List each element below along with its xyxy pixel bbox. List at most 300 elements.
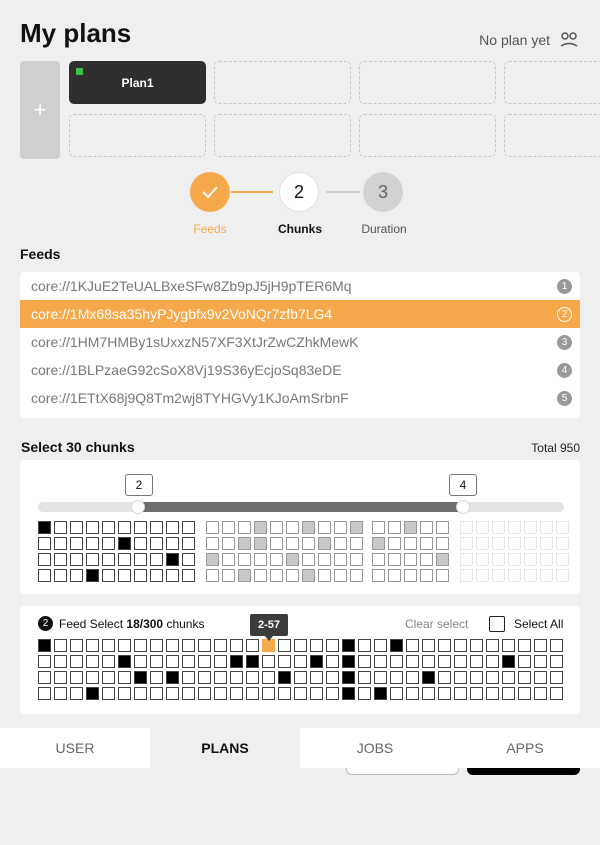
chunk-cell[interactable]: [54, 537, 67, 550]
chunk-cell[interactable]: [422, 639, 435, 652]
chunk-cell[interactable]: [372, 553, 385, 566]
empty-plan-slot[interactable]: [504, 114, 600, 157]
chunk-cell[interactable]: [358, 687, 371, 700]
chunk-cell[interactable]: [540, 569, 553, 582]
chunk-cell[interactable]: [166, 687, 179, 700]
chunk-cell[interactable]: [118, 639, 131, 652]
chunk-cell[interactable]: [310, 687, 323, 700]
chunk-cell[interactable]: [404, 569, 417, 582]
empty-plan-slot[interactable]: [214, 61, 351, 104]
chunk-cell[interactable]: [246, 639, 259, 652]
chunk-cell[interactable]: [134, 671, 147, 684]
chunk-cell[interactable]: [556, 553, 569, 566]
step-chunks[interactable]: 2: [279, 172, 319, 212]
chunk-cell[interactable]: [38, 687, 51, 700]
chunk-cell[interactable]: [318, 521, 331, 534]
chunk-cell[interactable]: [388, 553, 401, 566]
chunk-cell[interactable]: [54, 655, 67, 668]
chunk-cell[interactable]: [118, 655, 131, 668]
chunk-cell[interactable]: [390, 639, 403, 652]
chunk-cell[interactable]: [406, 655, 419, 668]
chunk-cell[interactable]: [70, 553, 83, 566]
chunk-cell[interactable]: [310, 671, 323, 684]
chunk-cell[interactable]: [534, 655, 547, 668]
chunk-cell[interactable]: [270, 553, 283, 566]
chunk-cell[interactable]: [470, 687, 483, 700]
chunk-cell[interactable]: [502, 671, 515, 684]
chunk-cell[interactable]: [238, 537, 251, 550]
step-label-chunks: Chunks: [277, 222, 322, 236]
chunk-cell[interactable]: [540, 521, 553, 534]
chunk-cell[interactable]: [524, 537, 537, 550]
chunk-cell[interactable]: [534, 639, 547, 652]
chunk-cell[interactable]: [318, 569, 331, 582]
chunk-cell[interactable]: [70, 569, 83, 582]
chunk-cell[interactable]: [334, 553, 347, 566]
chunk-cell[interactable]: [278, 639, 291, 652]
chunk-cell[interactable]: [214, 687, 227, 700]
feed-select-prefix: Feed Select: [59, 617, 124, 631]
chunk-cell[interactable]: [540, 553, 553, 566]
empty-plan-slot[interactable]: [214, 114, 351, 157]
chunk-cell[interactable]: [438, 671, 451, 684]
no-plan-indicator: [479, 32, 580, 48]
chunk-cell[interactable]: [262, 671, 275, 684]
empty-plan-slot[interactable]: [504, 61, 600, 104]
chunk-cell[interactable]: [438, 639, 451, 652]
chunk-cell[interactable]: [486, 671, 499, 684]
chunk-cell[interactable]: [238, 569, 251, 582]
chunk-cell[interactable]: [150, 521, 163, 534]
chunk-cell[interactable]: [350, 553, 363, 566]
chunk-cell[interactable]: [294, 655, 307, 668]
chunk-cell[interactable]: [358, 639, 371, 652]
chunk-cell[interactable]: [222, 569, 235, 582]
chunk-cell[interactable]: [302, 521, 315, 534]
chunk-cell[interactable]: [460, 553, 473, 566]
chunk-cell[interactable]: [318, 537, 331, 550]
chunk-cell[interactable]: [524, 569, 537, 582]
chunk-cell[interactable]: [358, 655, 371, 668]
chunk-cell[interactable]: [102, 569, 115, 582]
step-label-feeds: Feeds: [193, 222, 227, 236]
tab-jobs[interactable]: JOBS: [356, 740, 394, 756]
chunk-grid: [38, 521, 195, 582]
feed-item[interactable]: [20, 356, 580, 384]
chunk-cell[interactable]: [182, 671, 195, 684]
chunk-cell[interactable]: [406, 639, 419, 652]
chunk-cell[interactable]: [182, 553, 195, 566]
chunk-cell[interactable]: [102, 671, 115, 684]
chunks-total: Total 950: [531, 441, 580, 455]
tab-apps[interactable]: APPS: [506, 740, 544, 756]
chunk-cell[interactable]: [86, 553, 99, 566]
chunk-cell[interactable]: [222, 537, 235, 550]
chunk-cell[interactable]: [508, 521, 521, 534]
chunk-cell[interactable]: [70, 655, 83, 668]
chunk-cell[interactable]: [508, 553, 521, 566]
feed-item[interactable]: [20, 328, 580, 356]
chunk-cell[interactable]: [270, 537, 283, 550]
chunk-cell[interactable]: [134, 569, 147, 582]
chunk-cell[interactable]: [102, 687, 115, 700]
chunk-cell[interactable]: [294, 671, 307, 684]
chunk-cell[interactable]: [182, 687, 195, 700]
chunk-cell[interactable]: [86, 655, 99, 668]
chunk-cell[interactable]: [406, 671, 419, 684]
chunk-cell[interactable]: [438, 655, 451, 668]
chunk-cell[interactable]: [350, 569, 363, 582]
chunk-cell[interactable]: [374, 639, 387, 652]
chunk-cell[interactable]: [438, 687, 451, 700]
chunk-cell[interactable]: [524, 521, 537, 534]
chunk-cell[interactable]: [222, 521, 235, 534]
chunk-cell[interactable]: [206, 553, 219, 566]
chunk-cell[interactable]: [38, 537, 51, 550]
range-slider-end-thumb[interactable]: [456, 500, 470, 514]
feed-item-selected[interactable]: [20, 300, 580, 328]
chunk-cell[interactable]: [436, 553, 449, 566]
empty-plan-slot[interactable]: [69, 114, 206, 157]
chunk-cell[interactable]: [254, 521, 267, 534]
chunk-cell[interactable]: [166, 569, 179, 582]
chunk-cell[interactable]: [334, 521, 347, 534]
chunk-cell[interactable]: [254, 553, 267, 566]
chunk-cell[interactable]: [556, 537, 569, 550]
chunk-cell[interactable]: [310, 655, 323, 668]
chunk-cell[interactable]: [222, 553, 235, 566]
chunk-cell[interactable]: [86, 671, 99, 684]
chunk-cell[interactable]: [118, 687, 131, 700]
chunk-cell[interactable]: [550, 687, 563, 700]
chunk-cell[interactable]: [388, 521, 401, 534]
chunk-cell[interactable]: [420, 537, 433, 550]
chunk-cell[interactable]: [54, 521, 67, 534]
chunk-cell[interactable]: [550, 655, 563, 668]
chunk-cell[interactable]: [230, 671, 243, 684]
chunk-cell[interactable]: [150, 671, 163, 684]
chunk-cell[interactable]: [182, 655, 195, 668]
chunk-cell[interactable]: [38, 521, 51, 534]
feed-address: core://1KJuE2TeUALBxeSFw8Zb9pJ5jH9pTER6Mq: [31, 278, 352, 294]
chunk-cell[interactable]: [230, 639, 243, 652]
chunk-cell[interactable]: [134, 553, 147, 566]
chunk-cell[interactable]: [302, 537, 315, 550]
chunk-cell[interactable]: [436, 569, 449, 582]
chunk-cell[interactable]: [214, 671, 227, 684]
chunk-cell[interactable]: [422, 655, 435, 668]
chunk-cell[interactable]: [460, 537, 473, 550]
chunk-cell[interactable]: [102, 521, 115, 534]
chunk-cell[interactable]: [454, 639, 467, 652]
chunk-cell[interactable]: [518, 655, 531, 668]
chunk-cell[interactable]: [470, 655, 483, 668]
chunk-cell[interactable]: [310, 639, 323, 652]
chunk-cell[interactable]: [270, 569, 283, 582]
chunk-cell[interactable]: [422, 671, 435, 684]
chunk-cell[interactable]: [502, 655, 515, 668]
clear-select-button[interactable]: Clear select: [405, 617, 469, 631]
chunk-cell[interactable]: [86, 521, 99, 534]
chunk-cell[interactable]: [198, 639, 211, 652]
plan-status-dot: [76, 68, 83, 75]
chunk-cell[interactable]: [404, 521, 417, 534]
chunk-cell[interactable]: [460, 521, 473, 534]
chunk-cell[interactable]: [286, 553, 299, 566]
chunk-cell[interactable]: [388, 569, 401, 582]
chunk-cell[interactable]: [70, 639, 83, 652]
chunk-cell[interactable]: [492, 553, 505, 566]
chunk-cell[interactable]: [262, 655, 275, 668]
chunk-cell[interactable]: [182, 569, 195, 582]
chunk-cell[interactable]: [342, 671, 355, 684]
chunk-cell[interactable]: [134, 655, 147, 668]
chunk-cell[interactable]: [182, 521, 195, 534]
chunk-cell[interactable]: [278, 687, 291, 700]
chunk-cell[interactable]: [390, 671, 403, 684]
chunk-cell[interactable]: [206, 521, 219, 534]
chunk-cell[interactable]: [118, 537, 131, 550]
chunk-cell[interactable]: [150, 687, 163, 700]
chunk-cell[interactable]: [518, 687, 531, 700]
chunk-cell[interactable]: [540, 537, 553, 550]
chunk-cell[interactable]: [54, 553, 67, 566]
chunk-cell[interactable]: [326, 671, 339, 684]
chunk-cell[interactable]: [486, 639, 499, 652]
chunk-cell[interactable]: [492, 521, 505, 534]
chunk-cell[interactable]: [436, 537, 449, 550]
chunk-cell[interactable]: [404, 553, 417, 566]
chunk-cell[interactable]: [198, 671, 211, 684]
chunk-cell[interactable]: [508, 569, 521, 582]
chunk-cell[interactable]: [166, 537, 179, 550]
chunk-cell[interactable]: [38, 569, 51, 582]
chunk-cell[interactable]: [150, 639, 163, 652]
chunk-cell[interactable]: [166, 671, 179, 684]
feed-address: core://1BLPzaeG92cSoX8Vj19S36yEcjoSq83eDE: [31, 362, 342, 378]
chunk-cell[interactable]: [38, 655, 51, 668]
chunk-cell[interactable]: [254, 569, 267, 582]
chunk-cell[interactable]: [102, 639, 115, 652]
chunk-cell[interactable]: [502, 687, 515, 700]
chunk-cell[interactable]: [86, 687, 99, 700]
chunk-cell[interactable]: [70, 687, 83, 700]
chunk-cell[interactable]: [86, 639, 99, 652]
chunk-cell[interactable]: [38, 553, 51, 566]
chunk-cell[interactable]: [246, 671, 259, 684]
chunk-cell[interactable]: [556, 569, 569, 582]
chunk-cell[interactable]: [404, 537, 417, 550]
chunk-cell[interactable]: [230, 687, 243, 700]
chunk-cell[interactable]: [342, 639, 355, 652]
chunk-cell[interactable]: [54, 671, 67, 684]
chunk-cell[interactable]: [270, 521, 283, 534]
chunk-cell[interactable]: [390, 655, 403, 668]
chunk-cell[interactable]: [486, 687, 499, 700]
chunk-cell[interactable]: [294, 639, 307, 652]
chunk-cell[interactable]: [334, 569, 347, 582]
tab-user[interactable]: USER: [55, 740, 95, 756]
chunk-cell[interactable]: [102, 553, 115, 566]
chunk-cell[interactable]: [278, 655, 291, 668]
step-duration[interactable]: 3: [363, 172, 403, 212]
chunk-cell[interactable]: [492, 537, 505, 550]
chunk-cell[interactable]: [470, 639, 483, 652]
chunk-cell[interactable]: [454, 655, 467, 668]
chunk-cell[interactable]: [342, 655, 355, 668]
feed-select-count: 18/300: [126, 617, 164, 631]
feed-item[interactable]: [20, 272, 580, 300]
chunk-cell[interactable]: [326, 687, 339, 700]
empty-plan-slot[interactable]: [359, 61, 496, 104]
chunk-cell[interactable]: [534, 671, 547, 684]
chunk-cell[interactable]: [422, 687, 435, 700]
chunk-cell[interactable]: [150, 569, 163, 582]
chunk-cell[interactable]: [476, 521, 489, 534]
chunk-cell[interactable]: [198, 687, 211, 700]
chunk-cell[interactable]: [436, 521, 449, 534]
chunk-cell[interactable]: [38, 639, 51, 652]
chunk-cell[interactable]: [150, 537, 163, 550]
chunk-cell[interactable]: [238, 553, 251, 566]
add-plan-button[interactable]: +: [20, 61, 60, 159]
chunk-cell[interactable]: [326, 655, 339, 668]
chunk-cell[interactable]: [420, 521, 433, 534]
plan-card-plan1[interactable]: [69, 61, 206, 104]
chunk-cell[interactable]: [214, 655, 227, 668]
chunk-cell[interactable]: [118, 671, 131, 684]
chunk-cell[interactable]: [182, 537, 195, 550]
chunk-cell[interactable]: [492, 569, 505, 582]
chunk-cell[interactable]: [420, 569, 433, 582]
chunk-cell[interactable]: [70, 537, 83, 550]
chunk-cell[interactable]: [54, 687, 67, 700]
chunk-cell[interactable]: [302, 569, 315, 582]
chunk-cell[interactable]: [102, 537, 115, 550]
chunk-cell[interactable]: [372, 537, 385, 550]
chunk-cell[interactable]: [534, 687, 547, 700]
chunk-grid: [372, 521, 449, 582]
chunk-cell[interactable]: [166, 553, 179, 566]
chunk-cell[interactable]: [374, 671, 387, 684]
chunk-cell[interactable]: [420, 553, 433, 566]
chunk-cell[interactable]: [342, 687, 355, 700]
chunk-cell[interactable]: [118, 521, 131, 534]
chunk-cell[interactable]: [254, 537, 267, 550]
chunk-cell[interactable]: [134, 537, 147, 550]
step-feeds[interactable]: [190, 172, 230, 212]
chunk-cell[interactable]: [508, 537, 521, 550]
no-plan-text: No plan yet: [479, 32, 550, 48]
chunk-cell[interactable]: [358, 671, 371, 684]
chunk-cell[interactable]: [86, 537, 99, 550]
chunk-cell[interactable]: [524, 553, 537, 566]
chunk-cell[interactable]: [134, 687, 147, 700]
chunk-cell[interactable]: [550, 671, 563, 684]
chunk-cell[interactable]: [294, 687, 307, 700]
chunk-cell[interactable]: [214, 639, 227, 652]
chunk-cell[interactable]: [230, 655, 243, 668]
chunk-cell[interactable]: [278, 671, 291, 684]
chunk-cell[interactable]: [388, 537, 401, 550]
chunk-cell[interactable]: [518, 639, 531, 652]
chunk-cell[interactable]: [350, 537, 363, 550]
feed-address: core://1HM7HMBy1sUxxzN57XF3XtJrZwCZhkMewK: [31, 334, 359, 350]
chunk-cell[interactable]: [198, 655, 211, 668]
chunk-cell[interactable]: [318, 553, 331, 566]
chunk-cell[interactable]: [476, 569, 489, 582]
chunk-cell[interactable]: [246, 655, 259, 668]
chunk-cell[interactable]: [150, 655, 163, 668]
empty-plan-slot[interactable]: [359, 114, 496, 157]
chunk-cell[interactable]: [238, 521, 251, 534]
chunk-cell[interactable]: [206, 537, 219, 550]
chunk-cell[interactable]: [476, 553, 489, 566]
chunk-cell[interactable]: [86, 569, 99, 582]
chunk-cell[interactable]: [54, 639, 67, 652]
chunk-cell[interactable]: [70, 521, 83, 534]
chunk-cell[interactable]: [302, 553, 315, 566]
tab-plans[interactable]: PLANS: [150, 728, 300, 768]
chunk-cell[interactable]: [350, 521, 363, 534]
chunk-cell[interactable]: [102, 655, 115, 668]
chunk-cell[interactable]: [326, 639, 339, 652]
select-all-checkbox[interactable]: [489, 616, 505, 632]
chunk-cell[interactable]: [70, 671, 83, 684]
chunk-cell[interactable]: [134, 639, 147, 652]
chunk-cell[interactable]: [54, 569, 67, 582]
feed-select-label: [59, 617, 204, 631]
chunk-cell[interactable]: [390, 687, 403, 700]
chunk-cell[interactable]: [150, 553, 163, 566]
chunk-cell[interactable]: [374, 655, 387, 668]
range-slider-start-thumb[interactable]: [131, 500, 145, 514]
chunk-cell[interactable]: [454, 687, 467, 700]
chunk-cell[interactable]: [454, 671, 467, 684]
feed-item[interactable]: [20, 384, 580, 412]
chunk-cell[interactable]: [118, 553, 131, 566]
chunk-cell[interactable]: [262, 687, 275, 700]
chunk-cell[interactable]: [286, 537, 299, 550]
chunk-cell[interactable]: [206, 569, 219, 582]
chunk-cell[interactable]: [502, 639, 515, 652]
chunk-cell[interactable]: [166, 521, 179, 534]
chunk-cell[interactable]: [286, 569, 299, 582]
chunk-cell[interactable]: [118, 569, 131, 582]
chunk-cell[interactable]: [372, 569, 385, 582]
chunk-cell[interactable]: [406, 687, 419, 700]
range-slider-fill: [138, 502, 463, 512]
chunk-cell[interactable]: [246, 687, 259, 700]
select-all-label[interactable]: Select All: [514, 617, 564, 631]
chunk-cell[interactable]: [486, 655, 499, 668]
chunk-cell[interactable]: [460, 569, 473, 582]
chunk-cell[interactable]: [38, 671, 51, 684]
chunk-cell[interactable]: [182, 639, 195, 652]
chunk-cell[interactable]: [134, 521, 147, 534]
chunk-cell[interactable]: [166, 639, 179, 652]
chunk-cell[interactable]: [286, 521, 299, 534]
chunk-cell[interactable]: [550, 639, 563, 652]
chunk-cell[interactable]: [518, 671, 531, 684]
chunk-cell[interactable]: [470, 671, 483, 684]
chunk-cell[interactable]: [476, 537, 489, 550]
chunk-cell[interactable]: [166, 655, 179, 668]
chunk-cell[interactable]: [334, 537, 347, 550]
chunk-cell[interactable]: [372, 521, 385, 534]
chunk-cell[interactable]: [556, 521, 569, 534]
chunk-cell[interactable]: [374, 687, 387, 700]
